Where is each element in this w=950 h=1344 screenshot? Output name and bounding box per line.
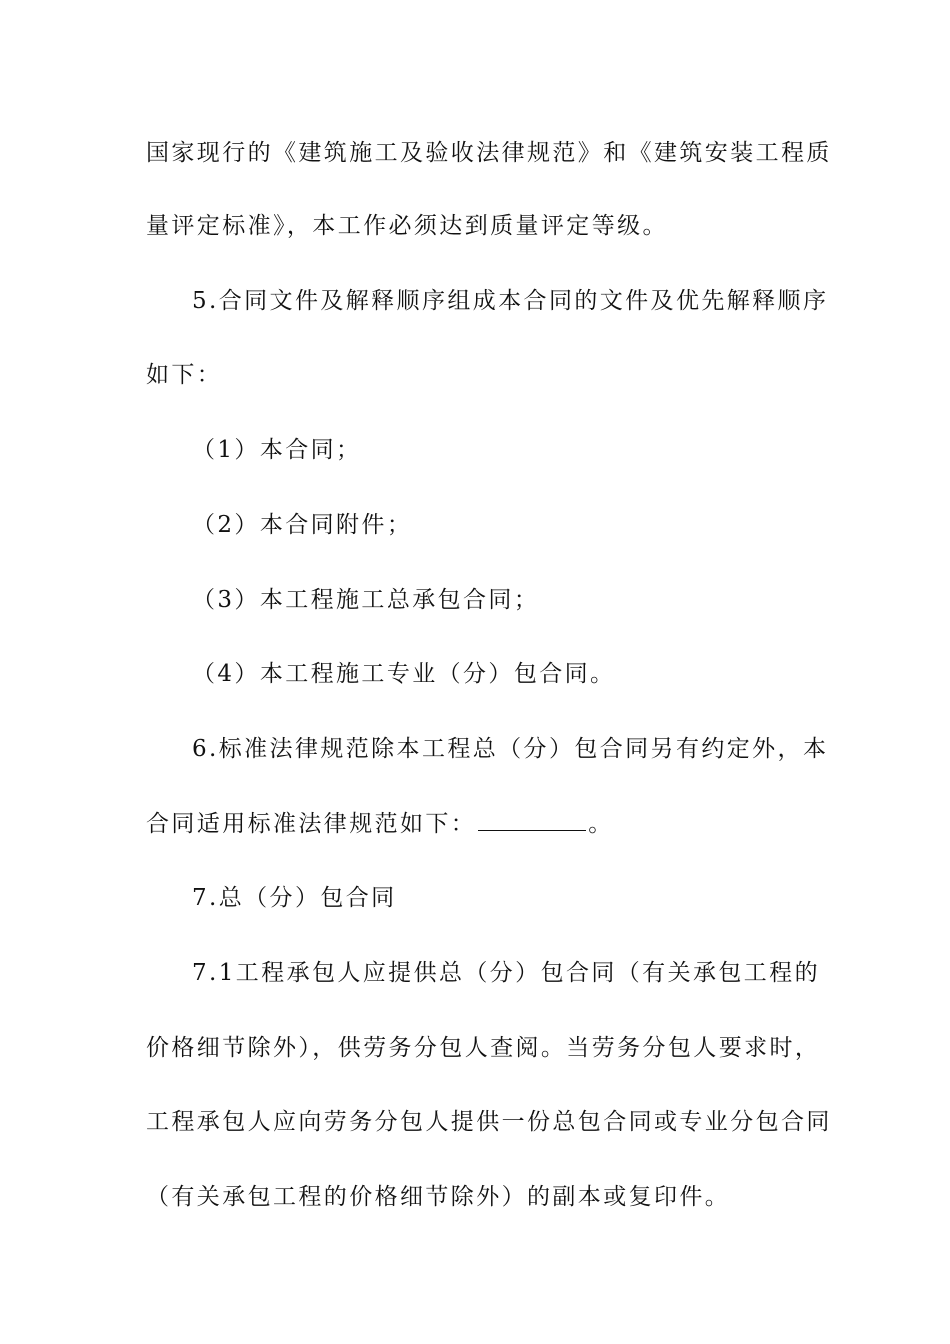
paragraph-line: 工程承包人应向劳务分包人提供一份总包合同或专业分包合同 — [146, 1109, 832, 1135]
list-item: （2）本合同附件； — [192, 512, 413, 538]
paragraph-line: （有关承包工程的价格细节除外）的副本或复印件。 — [146, 1184, 731, 1210]
paragraph-line: 价格细节除外），供劳务分包人查阅。当劳务分包人要求时， — [146, 1035, 821, 1061]
clause-5-heading: 5.合同文件及解释顺序组成本合同的文件及优先解释顺序 — [192, 288, 829, 314]
list-item: （4）本工程施工专业（分）包合同。 — [192, 661, 616, 687]
list-item: （1）本合同； — [192, 437, 362, 463]
list-item: （3）本工程施工总承包合同； — [192, 587, 540, 613]
paragraph-line: 量评定标准》，本工作必须达到质量评定等级。 — [146, 213, 668, 239]
blank-line-suffix: 。 — [588, 811, 614, 837]
clause-7-heading: 7.总（分）包合同 — [192, 885, 397, 911]
paragraph-line-with-blank — [146, 809, 806, 839]
fill-in-blank — [478, 810, 586, 831]
paragraph-line: 国家现行的《建筑施工及验收法律规范》和《建筑安装工程质 — [146, 140, 832, 166]
paragraph-line: 如下： — [146, 362, 223, 388]
clause-6-heading: 6.标准法律规范除本工程总（分）包合同另有约定外，本 — [192, 736, 829, 762]
blank-line-prefix: 合同适用标准法律规范如下： — [146, 811, 477, 837]
clause-7-1-heading: 7.1工程承包人应提供总（分）包合同（有关承包工程的 — [192, 960, 820, 986]
